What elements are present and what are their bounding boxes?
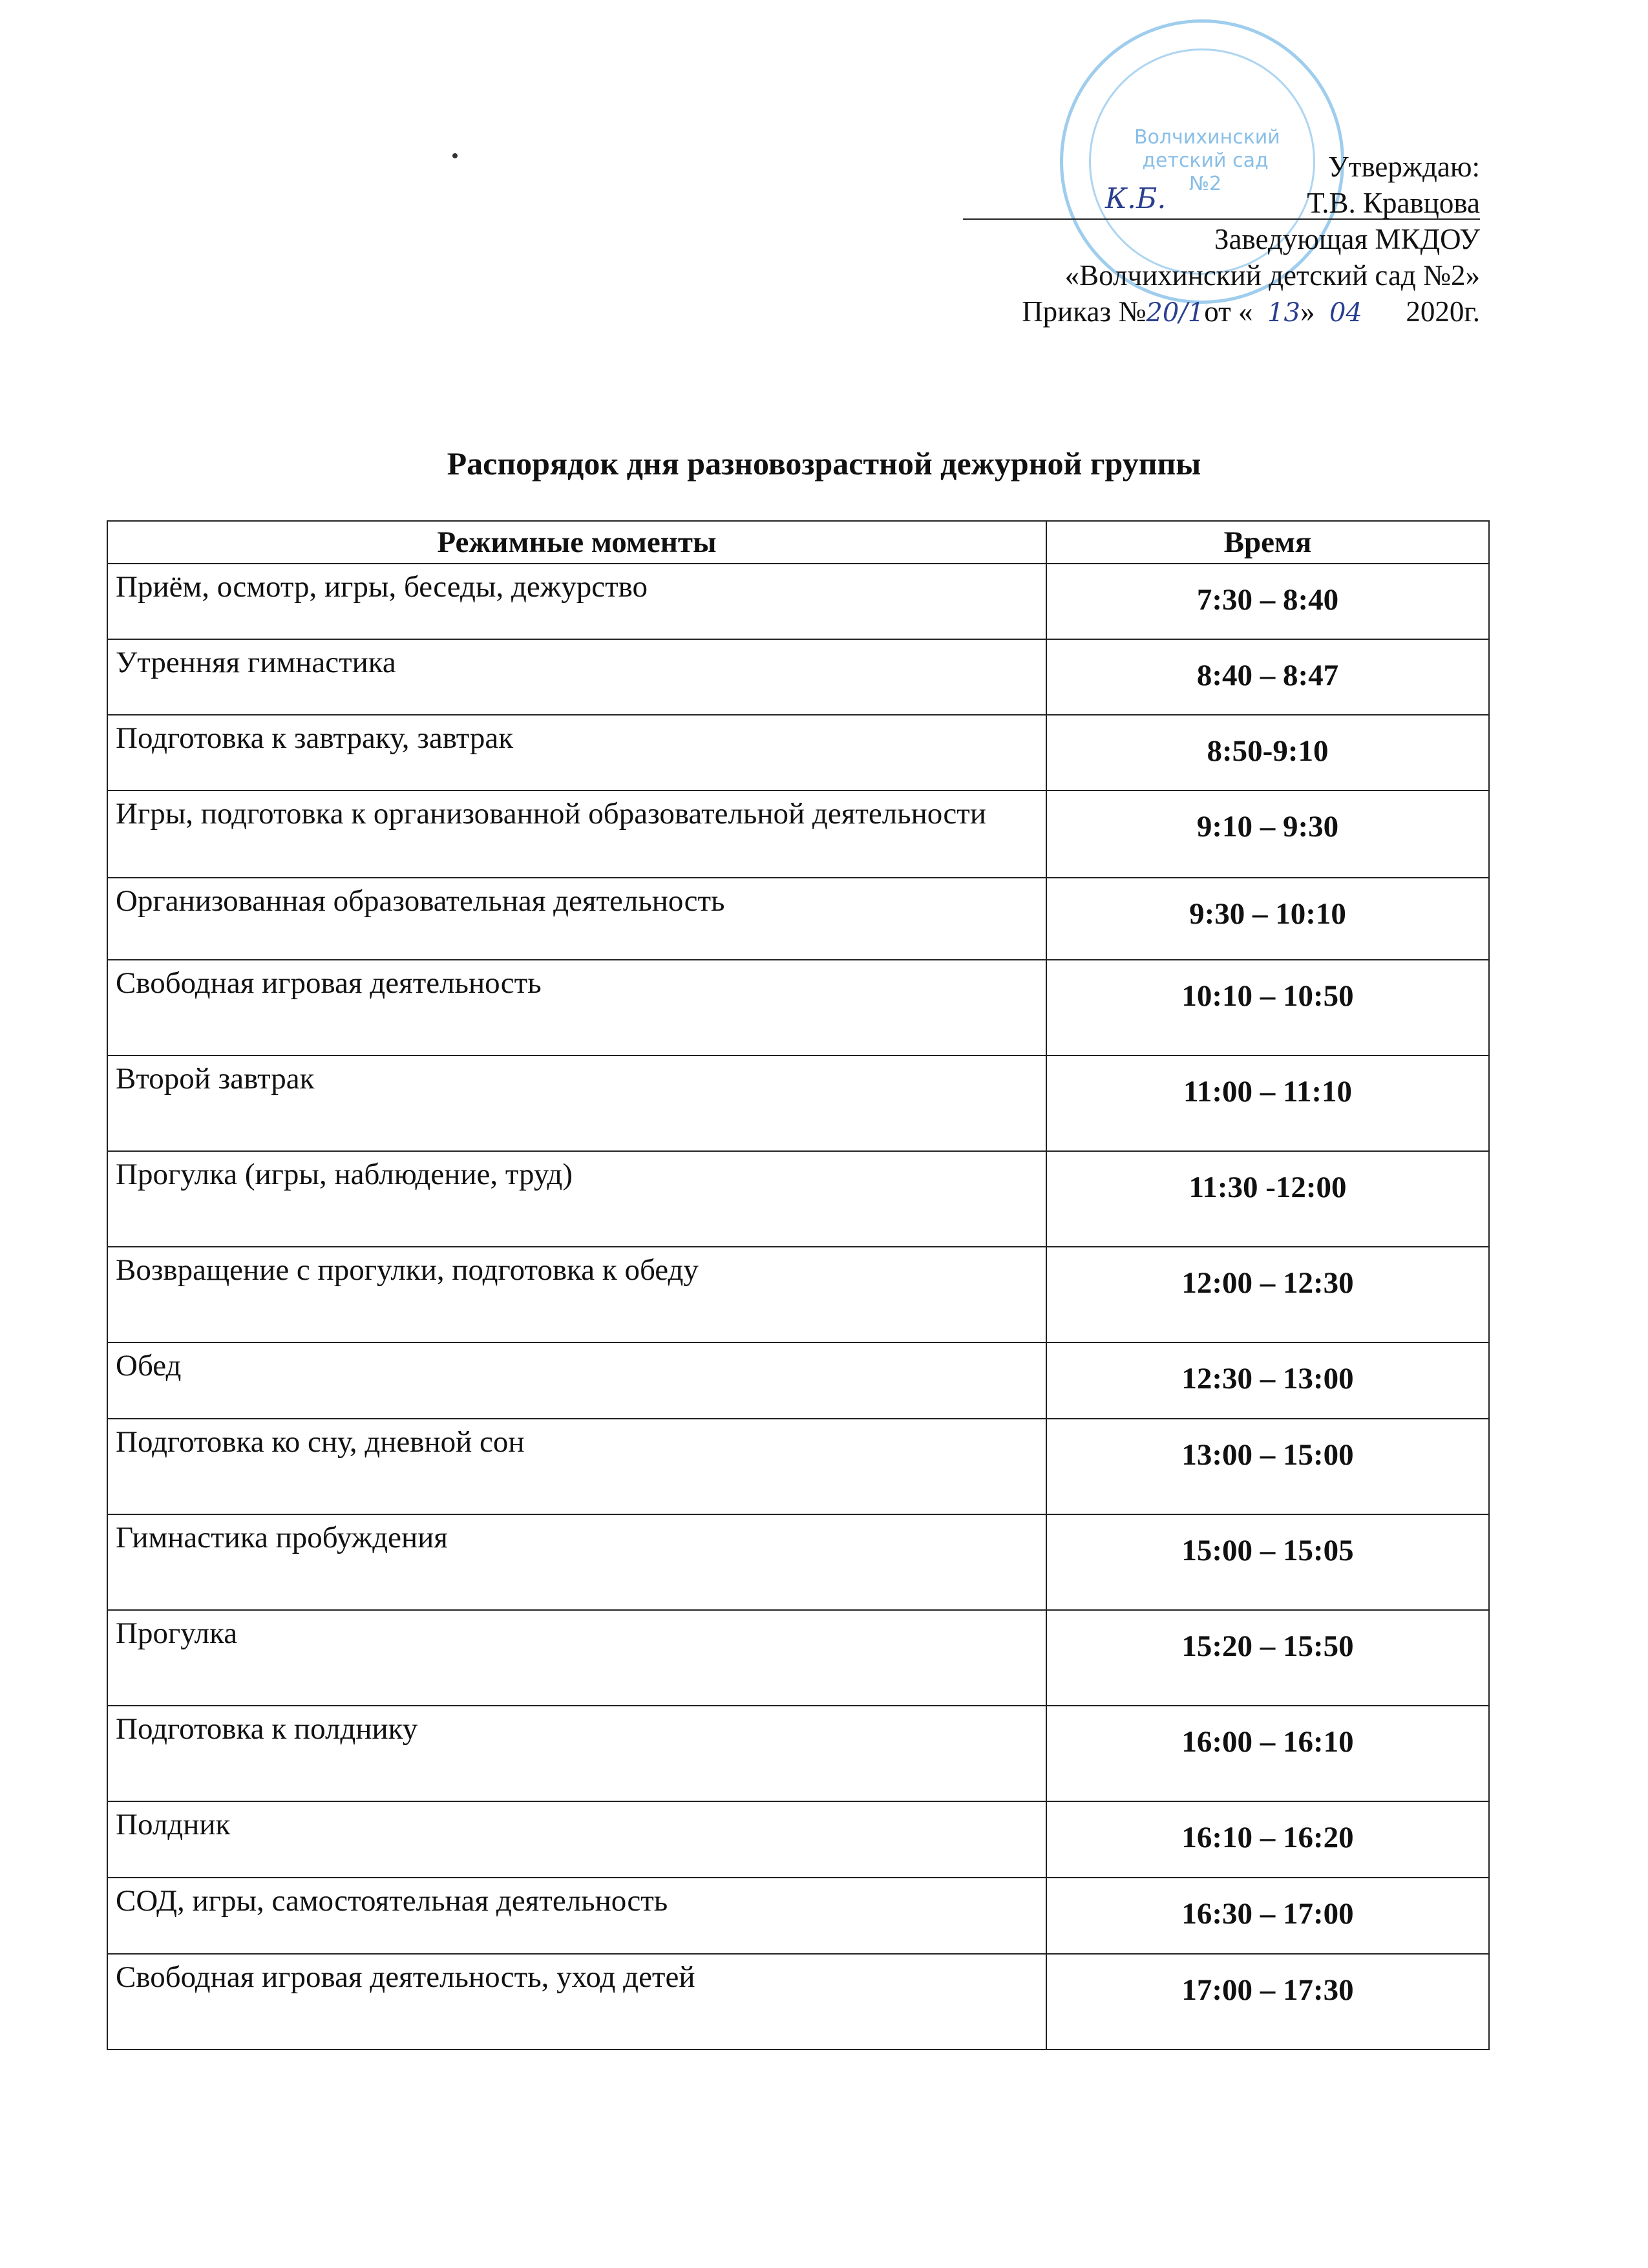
scan-speck xyxy=(452,153,458,158)
activity-cell: Возвращение с прогулки, подготовка к обеду xyxy=(107,1247,1046,1342)
time-cell: 16:10 – 16:20 xyxy=(1046,1801,1489,1878)
order-from: от « xyxy=(1204,295,1253,328)
table-row xyxy=(107,564,1489,639)
table-row xyxy=(107,1247,1489,1342)
order-line xyxy=(834,293,1480,331)
activity-cell: Организованная образовательная деятельность xyxy=(107,878,1046,960)
header-activity: Режимные моменты xyxy=(107,521,1046,564)
table-row xyxy=(107,1514,1489,1610)
stamp-center-text: Волчихинский детский сад №2 xyxy=(1134,126,1280,195)
time-cell: 17:00 – 17:30 xyxy=(1046,1954,1489,2050)
activity-cell: Полдник xyxy=(107,1801,1046,1878)
order-year: 2020г. xyxy=(1406,295,1480,328)
activity-cell: Приём, осмотр, игры, беседы, дежурство xyxy=(107,564,1046,639)
table-row xyxy=(107,1342,1489,1419)
table-row xyxy=(107,639,1489,715)
activity-cell: Подготовка к полднику xyxy=(107,1706,1046,1801)
signature-initials: К.Б. xyxy=(1105,182,1167,215)
order-prefix: Приказ № xyxy=(1022,295,1146,328)
table-row xyxy=(107,1801,1489,1878)
activity-cell: Обед xyxy=(107,1342,1046,1419)
time-cell: 16:00 – 16:10 xyxy=(1046,1706,1489,1801)
order-close: » xyxy=(1300,295,1315,328)
approve-label: Утверждаю: xyxy=(1327,151,1480,183)
time-cell: 8:50-9:10 xyxy=(1046,715,1489,790)
order-number: 20/1 xyxy=(1146,298,1205,328)
signature-line xyxy=(834,182,1480,221)
activity-cell: Свободная игровая деятельность, уход детей xyxy=(107,1954,1046,2050)
time-cell: 8:40 – 8:47 xyxy=(1046,639,1489,715)
time-cell: 10:10 – 10:50 xyxy=(1046,960,1489,1055)
activity-cell: Свободная игровая деятельность xyxy=(107,960,1046,1055)
table-row xyxy=(107,1419,1489,1514)
table-row xyxy=(107,1706,1489,1801)
schedule-table xyxy=(107,520,1490,2050)
activity-cell: Игры, подготовка к организованной образовательной деятельности xyxy=(107,790,1046,878)
director-position: Заведующая МКДОУ xyxy=(1214,223,1480,255)
order-month: 04 xyxy=(1329,298,1362,328)
table-row xyxy=(107,1878,1489,1954)
time-cell: 15:20 – 15:50 xyxy=(1046,1610,1489,1706)
time-cell: 11:00 – 11:10 xyxy=(1046,1055,1489,1151)
activity-cell: Гимнастика пробуждения xyxy=(107,1514,1046,1610)
time-cell: 9:10 – 9:30 xyxy=(1046,790,1489,878)
time-cell: 7:30 – 8:40 xyxy=(1046,564,1489,639)
activity-cell: Прогулка (игры, наблюдение, труд) xyxy=(107,1151,1046,1247)
activity-cell: Утренняя гимнастика xyxy=(107,639,1046,715)
approval-block xyxy=(834,149,1480,331)
activity-cell: Прогулка xyxy=(107,1610,1046,1706)
table-row xyxy=(107,1610,1489,1706)
table-row xyxy=(107,878,1489,960)
institution-name: «Волчихинский детский сад №2» xyxy=(1064,259,1480,291)
activity-cell: Подготовка к завтраку, завтрак xyxy=(107,715,1046,790)
order-day: 13 xyxy=(1267,298,1300,328)
time-cell: 12:00 – 12:30 xyxy=(1046,1247,1489,1342)
time-cell: 11:30 -12:00 xyxy=(1046,1151,1489,1247)
table-row xyxy=(107,1055,1489,1151)
table-row xyxy=(107,715,1489,790)
director-name: Т.В. Кравцова xyxy=(1307,187,1480,219)
time-cell: 15:00 – 15:05 xyxy=(1046,1514,1489,1610)
table-header-row xyxy=(107,521,1489,564)
table-row xyxy=(107,1954,1489,2050)
document-title: Распорядок дня разновозрастной дежурной группы xyxy=(447,445,1201,482)
activity-cell: Второй завтрак xyxy=(107,1055,1046,1151)
activity-cell: Подготовка ко сну, дневной сон xyxy=(107,1419,1046,1514)
table-row xyxy=(107,790,1489,878)
header-time: Время xyxy=(1046,521,1489,564)
time-cell: 13:00 – 15:00 xyxy=(1046,1419,1489,1514)
time-cell: 9:30 – 10:10 xyxy=(1046,878,1489,960)
time-cell: 12:30 – 13:00 xyxy=(1046,1342,1489,1419)
table-row xyxy=(107,1151,1489,1247)
time-cell: 16:30 – 17:00 xyxy=(1046,1878,1489,1954)
table-row xyxy=(107,960,1489,1055)
activity-cell: СОД, игры, самостоятельная деятельность xyxy=(107,1878,1046,1954)
